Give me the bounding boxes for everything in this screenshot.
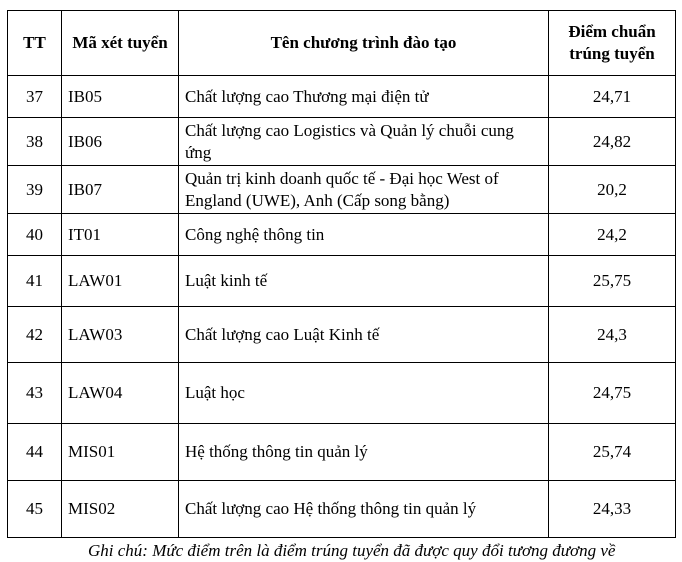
- row-program: Công nghệ thông tin: [179, 214, 549, 256]
- table-row: [8, 481, 676, 538]
- row-tt: 41: [8, 256, 62, 307]
- row-score: 25,74: [549, 424, 676, 481]
- header-tt: TT: [8, 11, 62, 76]
- table-row: [8, 214, 676, 256]
- header-admission-code: Mã xét tuyển: [62, 11, 179, 76]
- header-program-name: Tên chương trình đào tạo: [179, 11, 549, 76]
- row-program: Chất lượng cao Thương mại điện tử: [179, 76, 549, 118]
- row-code: IT01: [62, 214, 179, 256]
- row-score: 24,33: [549, 481, 676, 538]
- row-tt: 44: [8, 424, 62, 481]
- row-program: Luật học: [179, 363, 549, 424]
- table-row: [8, 307, 676, 363]
- admission-score-table: [7, 10, 676, 538]
- row-score: 25,75: [549, 256, 676, 307]
- row-score: 24,71: [549, 76, 676, 118]
- row-program: Chất lượng cao Logistics và Quản lý chuỗi cung ứng: [179, 118, 549, 166]
- row-score: 24,2: [549, 214, 676, 256]
- table-row: [8, 256, 676, 307]
- row-code: MIS01: [62, 424, 179, 481]
- row-code: MIS02: [62, 481, 179, 538]
- row-program: Quản trị kinh doanh quốc tế - Đại học West of England (UWE), Anh (Cấp song bằng): [179, 166, 549, 214]
- header-cutoff-score: Điểm chuẩn trúng tuyển: [549, 11, 676, 76]
- row-tt: 45: [8, 481, 62, 538]
- row-tt: 39: [8, 166, 62, 214]
- row-program: Chất lượng cao Luật Kinh tế: [179, 307, 549, 363]
- row-program: Hệ thống thông tin quản lý: [179, 424, 549, 481]
- header-row: [8, 11, 676, 76]
- table-row: [8, 424, 676, 481]
- row-program: Luật kinh tế: [179, 256, 549, 307]
- row-tt: 42: [8, 307, 62, 363]
- row-program: Chất lượng cao Hệ thống thông tin quản lý: [179, 481, 549, 538]
- table-row: [8, 76, 676, 118]
- row-score: 24,3: [549, 307, 676, 363]
- table-row: [8, 118, 676, 166]
- row-code: LAW03: [62, 307, 179, 363]
- row-score: 24,75: [549, 363, 676, 424]
- row-tt: 38: [8, 118, 62, 166]
- row-tt: 43: [8, 363, 62, 424]
- row-code: LAW04: [62, 363, 179, 424]
- row-code: IB06: [62, 118, 179, 166]
- row-score: 24,82: [549, 118, 676, 166]
- table-row: [8, 363, 676, 424]
- row-tt: 40: [8, 214, 62, 256]
- row-score: 20,2: [549, 166, 676, 214]
- row-code: LAW01: [62, 256, 179, 307]
- footnote: Ghi chú: Mức điểm trên là điểm trúng tuyển đã được quy đổi tương đương về: [88, 541, 616, 560]
- row-code: IB05: [62, 76, 179, 118]
- row-tt: 37: [8, 76, 62, 118]
- row-code: IB07: [62, 166, 179, 214]
- table-row: [8, 166, 676, 214]
